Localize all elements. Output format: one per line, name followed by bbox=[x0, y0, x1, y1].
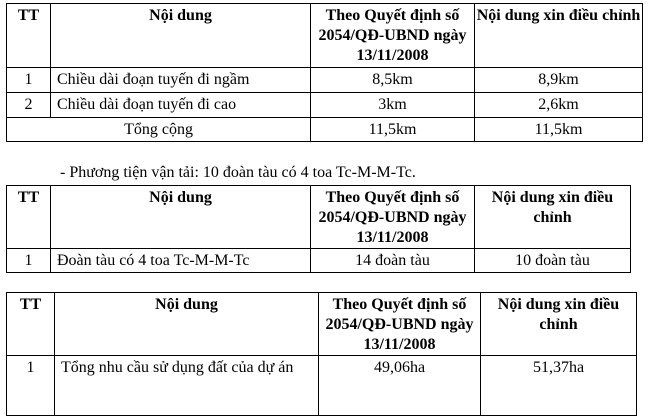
table-row bbox=[7, 68, 643, 93]
header-decision: Theo Quyết định số 2054/QĐ-UBND ngày 13/11/2008 bbox=[319, 293, 481, 356]
row-number: 1 bbox=[7, 68, 51, 93]
table-row bbox=[7, 356, 637, 416]
row-adjust-value: 51,37ha bbox=[481, 356, 637, 416]
row-adjust-value: 10 đoàn tàu bbox=[475, 249, 631, 273]
table-land-use bbox=[6, 292, 637, 416]
row-adjust-value: 8,9km bbox=[475, 68, 643, 93]
total-adjust-value: 11,5km bbox=[475, 118, 643, 142]
header-adjustment: Nội dung xin điều chỉnh bbox=[475, 186, 631, 249]
header-content: Nội dung bbox=[51, 4, 311, 68]
table-trains bbox=[6, 185, 631, 273]
row-decision-value: 49,06ha bbox=[319, 356, 481, 416]
table-header-row bbox=[7, 4, 643, 68]
row-content: Đoàn tàu có 4 toa Tc-M-M-Tc bbox=[51, 249, 311, 273]
row-content: Chiều dài đoạn tuyến đi cao bbox=[51, 93, 311, 118]
table-header-row bbox=[7, 186, 631, 249]
header-content: Nội dung bbox=[51, 186, 311, 249]
header-tt: TT bbox=[7, 186, 51, 249]
row-content: Chiều dài đoạn tuyến đi ngầm bbox=[51, 68, 311, 93]
row-decision-value: 3km bbox=[311, 93, 475, 118]
header-tt: TT bbox=[7, 293, 55, 356]
row-number: 1 bbox=[7, 356, 55, 416]
transport-caption: - Phương tiện vận tải: 10 đoàn tàu có 4 toa Tc-M-M-Tc. bbox=[60, 164, 416, 181]
row-content: Tổng nhu cầu sử dụng đất của dự án bbox=[55, 356, 319, 416]
table-row bbox=[7, 93, 643, 118]
total-label: Tổng cộng bbox=[7, 118, 311, 142]
row-number: 2 bbox=[7, 93, 51, 118]
header-adjustment: Nội dung xin điều chỉnh bbox=[475, 4, 643, 68]
row-adjust-value: 2,6km bbox=[475, 93, 643, 118]
row-number: 1 bbox=[7, 249, 51, 273]
header-decision: Theo Quyết định số 2054/QĐ-UBND ngày 13/11/2008 bbox=[311, 4, 475, 68]
table-row bbox=[7, 249, 631, 273]
table-route-length bbox=[6, 3, 643, 142]
row-decision-value: 8,5km bbox=[311, 68, 475, 93]
header-decision: Theo Quyết định số 2054/QĐ-UBND ngày 13/11/2008 bbox=[311, 186, 475, 249]
header-content: Nội dung bbox=[55, 293, 319, 356]
total-decision-value: 11,5km bbox=[311, 118, 475, 142]
table-total-row bbox=[7, 118, 643, 142]
table-header-row bbox=[7, 293, 637, 356]
header-tt: TT bbox=[7, 4, 51, 68]
header-adjustment: Nội dung xin điều chỉnh bbox=[481, 293, 637, 356]
row-decision-value: 14 đoàn tàu bbox=[311, 249, 475, 273]
